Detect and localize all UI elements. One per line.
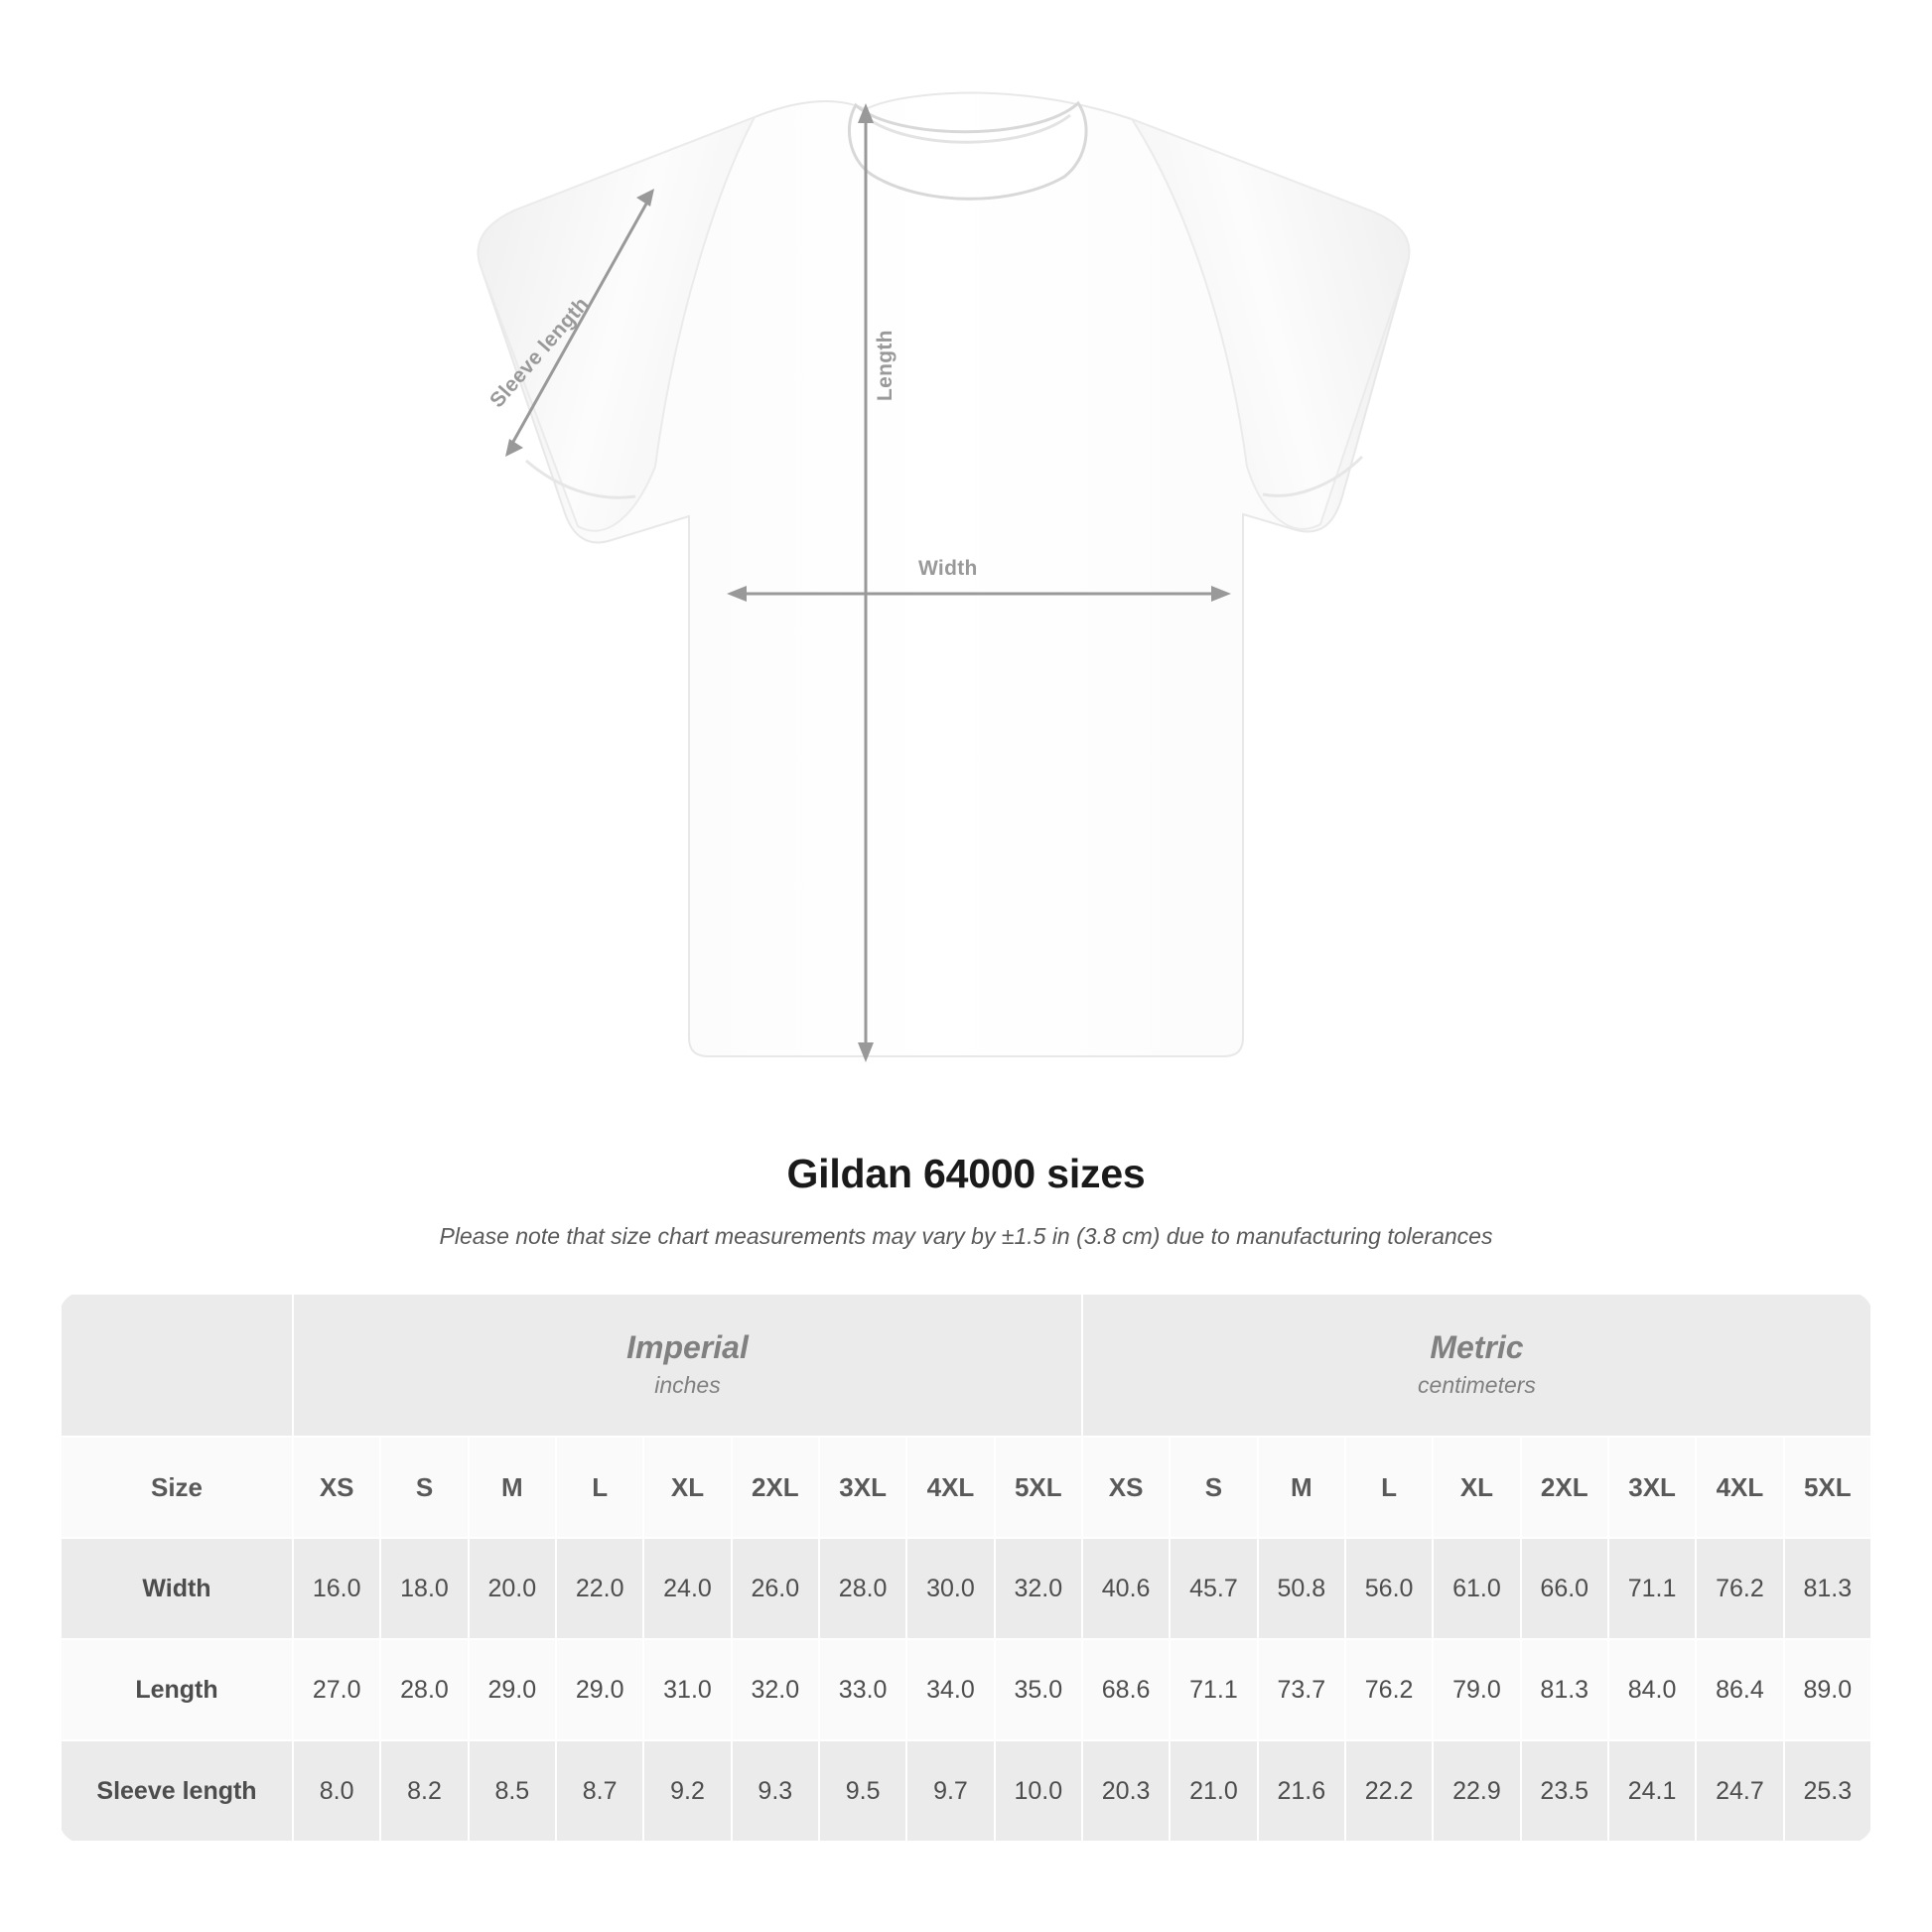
measurement-cell: 66.0 — [1521, 1538, 1608, 1639]
unit-system-corner-cell — [61, 1294, 293, 1437]
measurement-cell: 9.7 — [906, 1740, 994, 1842]
measurement-cell: 20.3 — [1082, 1740, 1170, 1842]
measurement-cell: 56.0 — [1345, 1538, 1433, 1639]
size-header-cell: XL — [1433, 1437, 1520, 1538]
measurement-cell: 71.1 — [1608, 1538, 1696, 1639]
length-label: Length — [874, 330, 897, 401]
measurement-cell: 81.3 — [1521, 1639, 1608, 1740]
measurement-cell: 30.0 — [906, 1538, 994, 1639]
measurement-cell: 8.2 — [380, 1740, 468, 1842]
measurement-cell: 40.6 — [1082, 1538, 1170, 1639]
measurement-cell: 21.0 — [1170, 1740, 1257, 1842]
size-header-cell: S — [380, 1437, 468, 1538]
size-header-cell: 2XL — [732, 1437, 819, 1538]
table-row — [61, 1538, 1871, 1639]
unit-system-unit: centimeters — [1418, 1371, 1536, 1398]
size-table-wrapper — [60, 1293, 1872, 1843]
measurement-cell: 18.0 — [380, 1538, 468, 1639]
size-header-cell: M — [469, 1437, 556, 1538]
unit-system-name: Metric — [1430, 1328, 1524, 1365]
unit-system-cell — [1082, 1294, 1871, 1437]
measurement-cell: 61.0 — [1433, 1538, 1520, 1639]
measurement-cell: 76.2 — [1696, 1538, 1783, 1639]
measurement-cell: 24.1 — [1608, 1740, 1696, 1842]
measurement-cell: 79.0 — [1433, 1639, 1520, 1740]
measurement-cell: 21.6 — [1258, 1740, 1345, 1842]
measurement-row-label: Sleeve length — [61, 1740, 293, 1842]
measurement-cell: 84.0 — [1608, 1639, 1696, 1740]
table-row — [61, 1639, 1871, 1740]
size-header-cell: 4XL — [906, 1437, 994, 1538]
measurement-cell: 32.0 — [995, 1538, 1082, 1639]
unit-system-header-row — [61, 1294, 1871, 1437]
measurement-cell: 28.0 — [380, 1639, 468, 1740]
measurement-cell: 50.8 — [1258, 1538, 1345, 1639]
size-table — [60, 1293, 1872, 1843]
size-row-label: Size — [61, 1437, 293, 1538]
measurement-cell: 22.2 — [1345, 1740, 1433, 1842]
size-header-cell: L — [556, 1437, 643, 1538]
measurement-cell: 31.0 — [643, 1639, 731, 1740]
size-header-cell: 3XL — [819, 1437, 906, 1538]
size-header-cell: 5XL — [995, 1437, 1082, 1538]
measurement-cell: 8.5 — [469, 1740, 556, 1842]
measurement-cell: 28.0 — [819, 1538, 906, 1639]
measurement-cell: 22.0 — [556, 1538, 643, 1639]
measurement-row-label: Width — [61, 1538, 293, 1639]
measurement-cell: 68.6 — [1082, 1639, 1170, 1740]
measurement-cell: 71.1 — [1170, 1639, 1257, 1740]
measurement-cell: 16.0 — [293, 1538, 380, 1639]
size-header-cell: XS — [1082, 1437, 1170, 1538]
measurement-cell: 8.0 — [293, 1740, 380, 1842]
size-header-cell: 4XL — [1696, 1437, 1783, 1538]
measurement-cell: 76.2 — [1345, 1639, 1433, 1740]
measurement-cell: 32.0 — [732, 1639, 819, 1740]
measurement-cell: 8.7 — [556, 1740, 643, 1842]
size-header-cell: XS — [293, 1437, 380, 1538]
size-header-row — [61, 1437, 1871, 1538]
measurement-cell: 25.3 — [1784, 1740, 1871, 1842]
unit-system-name: Imperial — [626, 1328, 749, 1365]
size-header-cell: L — [1345, 1437, 1433, 1538]
measurement-cell: 73.7 — [1258, 1639, 1345, 1740]
measurement-cell: 20.0 — [469, 1538, 556, 1639]
size-header-cell: 5XL — [1784, 1437, 1871, 1538]
unit-system-unit: inches — [654, 1371, 721, 1398]
unit-system-cell — [293, 1294, 1082, 1437]
measurement-row-label: Length — [61, 1639, 293, 1740]
measurement-cell: 45.7 — [1170, 1538, 1257, 1639]
measurement-cell: 23.5 — [1521, 1740, 1608, 1842]
size-header-cell: 2XL — [1521, 1437, 1608, 1538]
measurement-cell: 29.0 — [469, 1639, 556, 1740]
size-header-cell: XL — [643, 1437, 731, 1538]
measurement-cell: 86.4 — [1696, 1639, 1783, 1740]
size-header-cell: 3XL — [1608, 1437, 1696, 1538]
measurement-cell: 10.0 — [995, 1740, 1082, 1842]
measurement-cell: 9.3 — [732, 1740, 819, 1842]
measurement-cell: 9.2 — [643, 1740, 731, 1842]
size-header-cell: S — [1170, 1437, 1257, 1538]
measurement-cell: 33.0 — [819, 1639, 906, 1740]
measurement-cell: 26.0 — [732, 1538, 819, 1639]
width-label: Width — [918, 557, 978, 580]
sleeve-length-label: Sleeve length — [485, 292, 594, 413]
measurement-cell: 24.7 — [1696, 1740, 1783, 1842]
measurement-cell: 24.0 — [643, 1538, 731, 1639]
measurement-cell: 9.5 — [819, 1740, 906, 1842]
page-title: Gildan 64000 sizes — [786, 1151, 1146, 1196]
chart-heading — [0, 1151, 1932, 1250]
table-row — [61, 1740, 1871, 1842]
measurement-cell: 22.9 — [1433, 1740, 1520, 1842]
measurement-cell: 27.0 — [293, 1639, 380, 1740]
measurement-cell: 35.0 — [995, 1639, 1082, 1740]
tolerance-note: Please note that size chart measurements may vary by ±1.5 in (3.8 cm) due to manufacturing tolerances — [439, 1223, 1493, 1249]
measurement-cell: 34.0 — [906, 1639, 994, 1740]
measurement-cell: 29.0 — [556, 1639, 643, 1740]
measurement-cell: 89.0 — [1784, 1639, 1871, 1740]
size-header-cell: M — [1258, 1437, 1345, 1538]
measurement-cell: 81.3 — [1784, 1538, 1871, 1639]
